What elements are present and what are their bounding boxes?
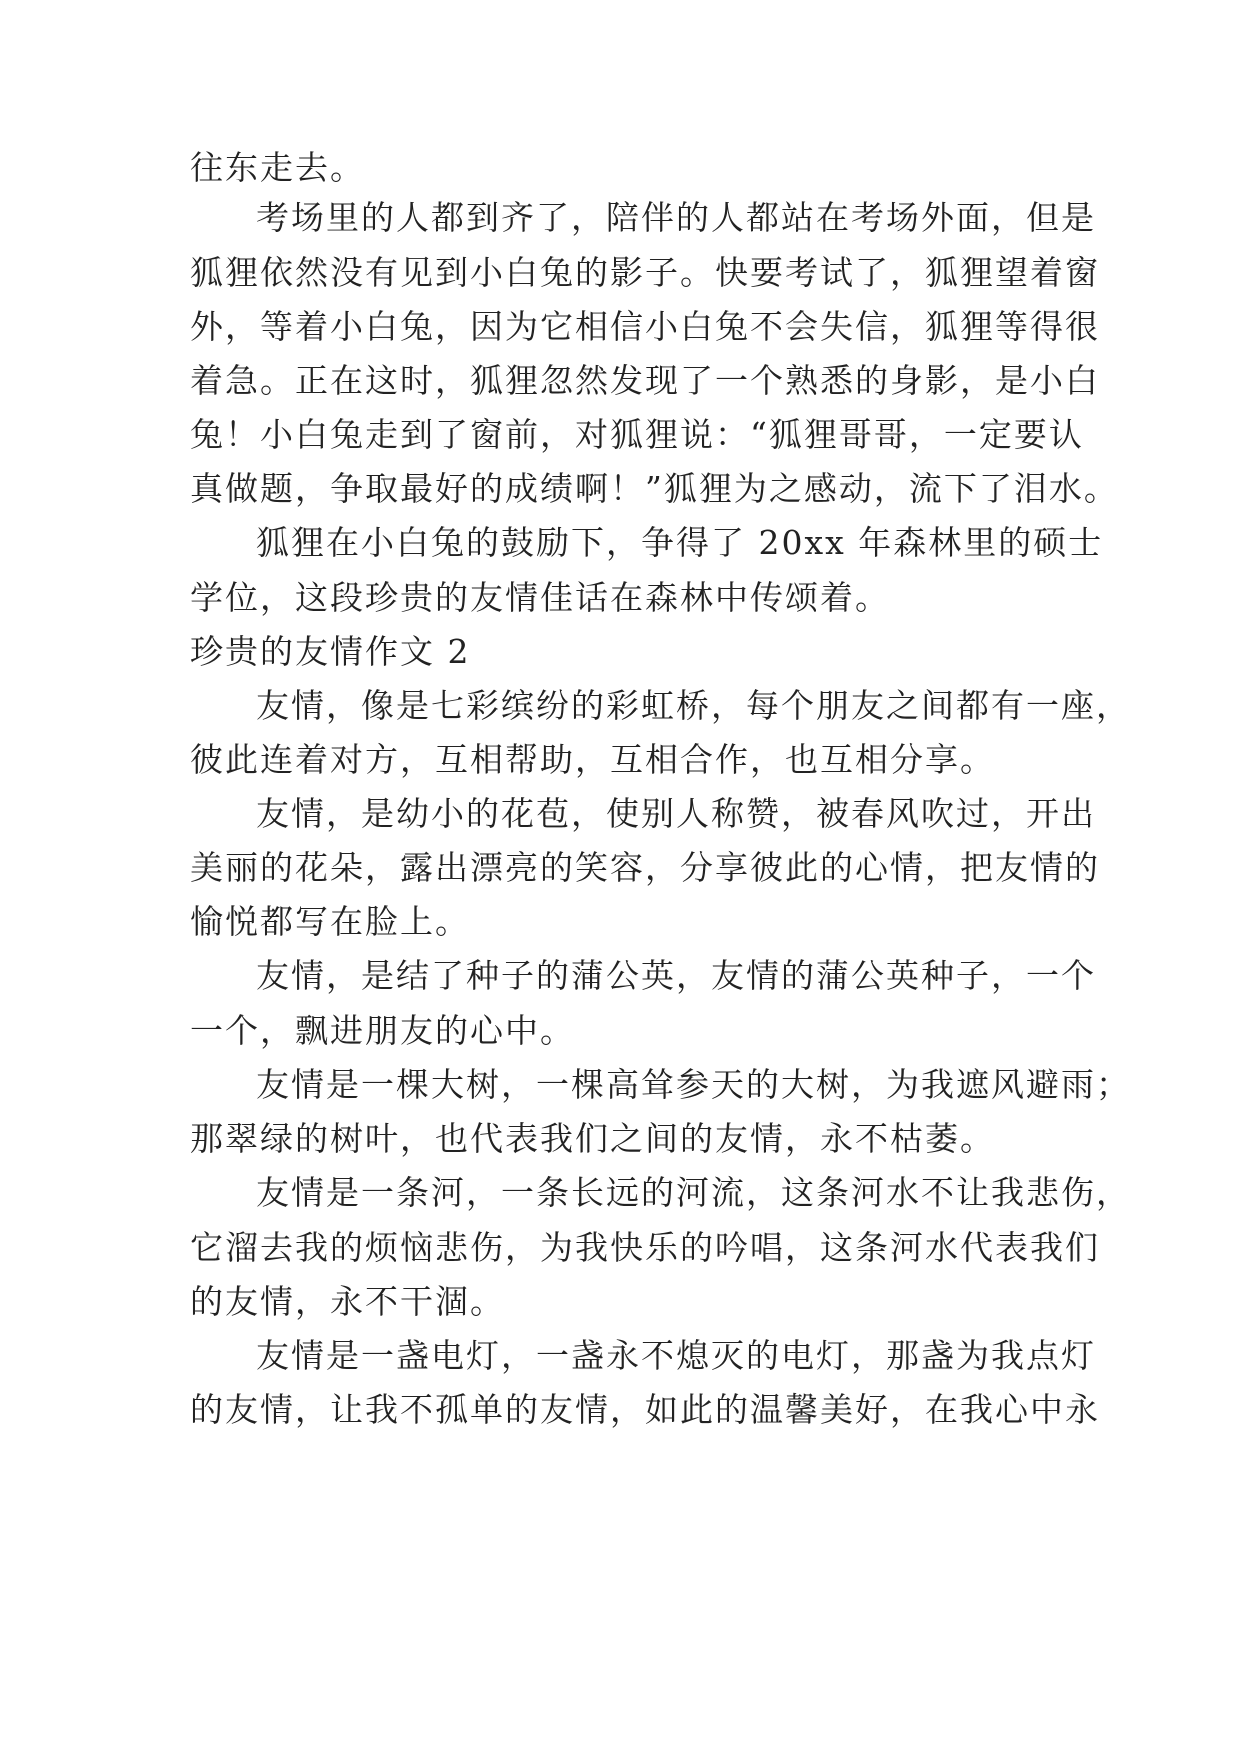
text-line: 着急。正在这时，狐狸忽然发现了一个熟悉的身影，是小白 <box>190 361 1100 400</box>
text-line: 美丽的花朵，露出漂亮的笑容，分享彼此的心情，把友情的 <box>190 848 1100 887</box>
paragraph-first-line: 友情，是幼小的花苞，使别人称赞，被春风吹过，开出 <box>256 794 1096 833</box>
text-line: 愉悦都写在脸上。 <box>190 902 470 941</box>
text-line: 往东走去。 <box>190 148 365 187</box>
section-heading: 珍贵的友情作文 2 <box>190 632 471 671</box>
paragraph-first-line: 友情，像是七彩缤纷的彩虹桥，每个朋友之间都有一座， <box>256 686 1131 725</box>
text-line: 狐狸依然没有见到小白兔的影子。快要考试了，狐狸望着窗 <box>190 253 1100 292</box>
text-line: 彼此连着对方，互相帮助，互相合作，也互相分享。 <box>190 740 995 779</box>
text-line: 它溜去我的烦恼悲伤，为我快乐的吟唱，这条河水代表我们 <box>190 1228 1100 1267</box>
text-line: 外，等着小白兔，因为它相信小白兔不会失信，狐狸等得很 <box>190 307 1100 346</box>
text-line: 的友情，让我不孤单的友情，如此的温馨美好，在我心中永 <box>190 1390 1100 1429</box>
paragraph-first-line: 友情是一条河，一条长远的河流，这条河水不让我悲伤， <box>256 1173 1131 1212</box>
text-line: 的友情，永不干涸。 <box>190 1282 505 1321</box>
text-line: 兔！小白兔走到了窗前，对狐狸说：“狐狸哥哥，一定要认 <box>190 415 1084 454</box>
text-line: 学位，这段珍贵的友情佳话在森林中传颂着。 <box>190 578 890 617</box>
paragraph-first-line: 友情，是结了种子的蒲公英，友情的蒲公英种子，一个 <box>256 956 1096 995</box>
text-line: 真做题，争取最好的成绩啊！”狐狸为之感动，流下了泪水。 <box>190 469 1119 508</box>
paragraph-first-line: 狐狸在小白兔的鼓励下，争得了 20xx 年森林里的硕士 <box>256 523 1104 562</box>
text-line: 那翠绿的树叶，也代表我们之间的友情，永不枯萎。 <box>190 1119 995 1158</box>
paragraph-first-line: 友情是一盏电灯，一盏永不熄灭的电灯，那盏为我点灯 <box>256 1336 1096 1375</box>
paragraph-first-line: 考场里的人都到齐了，陪伴的人都站在考场外面，但是 <box>256 198 1096 237</box>
text-line: 一个，飘进朋友的心中。 <box>190 1011 575 1050</box>
paragraph-first-line: 友情是一棵大树，一棵高耸参天的大树，为我遮风避雨； <box>256 1065 1131 1104</box>
